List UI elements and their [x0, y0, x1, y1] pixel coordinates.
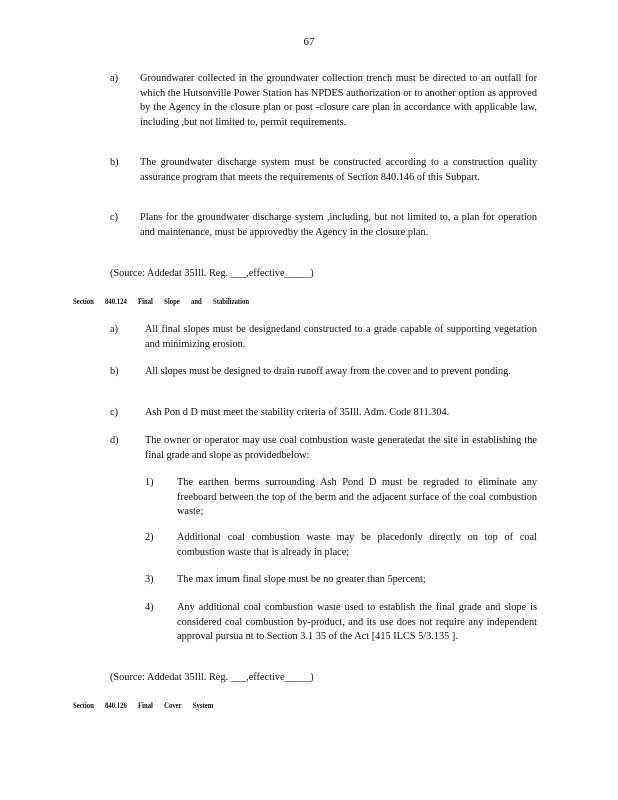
item-text: All slopes must be designed to drain runoff away from the cover and to prevent ponding. — [145, 366, 511, 377]
list-item-b — [110, 365, 540, 395]
section-word: Section — [73, 701, 94, 710]
section-title-word: Cover — [164, 701, 182, 710]
list-item-c — [110, 406, 540, 422]
item-label: 2) — [145, 532, 154, 543]
item-text: The earthen berms surrounding Ash Pond D must be regraded to eliminate any freeboard between the top of the berm and the adjacent surface of the coal combustion waste; — [177, 477, 537, 517]
item-text: Groundwater collected in the groundwater collection trench must be directed to an outfall for which the Hutsonville Power Station has NPDES authorization or to another option as approved by the Agency in the closure plan or post -closure care plan in accordance with applicable law, including ,but not limited to, permit requirements. — [140, 73, 537, 128]
item-text: Additional coal combustion waste may be placedonly directly on top of coal combustion waste that is already in place; — [177, 532, 537, 558]
section-title-word: Final — [138, 701, 153, 710]
sub-item-2 — [145, 531, 540, 561]
item-label: a) — [110, 73, 118, 84]
section-heading-840-124 — [73, 297, 260, 307]
item-label: c) — [110, 407, 118, 418]
list-item-c — [110, 211, 540, 255]
item-text: The owner or operator may use coal combustion waste generatedat the site in establishing the final grade and slope as providedbelow: — [145, 435, 537, 461]
list-item-a — [110, 72, 540, 144]
item-text: All final slopes must be designedand constructed to a grade capable of supporting vegetation and minimizing erosion. — [145, 324, 537, 350]
page-number: 67 — [303, 36, 315, 48]
sub-item-1 — [145, 476, 540, 520]
item-label: d) — [110, 435, 119, 446]
section-number: 840.126 — [105, 701, 127, 710]
section-title-word: System — [192, 701, 214, 710]
item-label: b) — [110, 366, 119, 377]
section-title-word: Final — [138, 297, 153, 306]
item-text: The max imum final slope must be no greater than 5percent; — [177, 574, 426, 585]
sub-item-3 — [145, 573, 540, 589]
list-item-d — [110, 434, 540, 464]
item-label: 4) — [145, 602, 154, 613]
item-text: The groundwater discharge system must be constructed according to a construction quality assurance program that meets the requirements of Section 840.146 of this Subpart. — [140, 157, 537, 183]
section-title-word: Stabilization — [212, 297, 250, 306]
section-title-word: Slope — [164, 297, 180, 306]
section-word: Section — [73, 297, 94, 306]
source-note: (Source: Addedat 35Ill. Reg. ___,effective_____) — [110, 672, 314, 683]
item-text: Ash Pon d D must meet the stability criteria of 35Ill. Adm. Code 811.304. — [145, 407, 450, 418]
item-label: 1) — [145, 477, 154, 488]
item-text: Plans for the groundwater discharge system ,including, but not limited to, a plan for operation and maintenance, must be approvedby the Agency in the closure plan. — [140, 212, 537, 238]
sub-item-4 — [145, 601, 540, 659]
item-label: 3) — [145, 574, 154, 585]
item-label: c) — [110, 212, 118, 223]
item-text: Any additional coal combustion waste used to establish the final grade and slope is considered coal combustion by-product, and its use does not require any independent approval pursua nt to Section 3.1 35 of the Act [415 ILCS 5/3.135 ]. — [177, 602, 537, 642]
item-label: a) — [110, 324, 118, 335]
item-label: b) — [110, 157, 119, 168]
section-heading-840-126 — [73, 701, 224, 711]
source-note: (Source: Addedat 35Ill. Reg. ___,effective_____) — [110, 268, 314, 279]
section-title-word: and — [190, 297, 202, 306]
section-number: 840.124 — [105, 297, 127, 306]
list-item-b — [110, 156, 540, 200]
list-item-a — [110, 323, 540, 353]
